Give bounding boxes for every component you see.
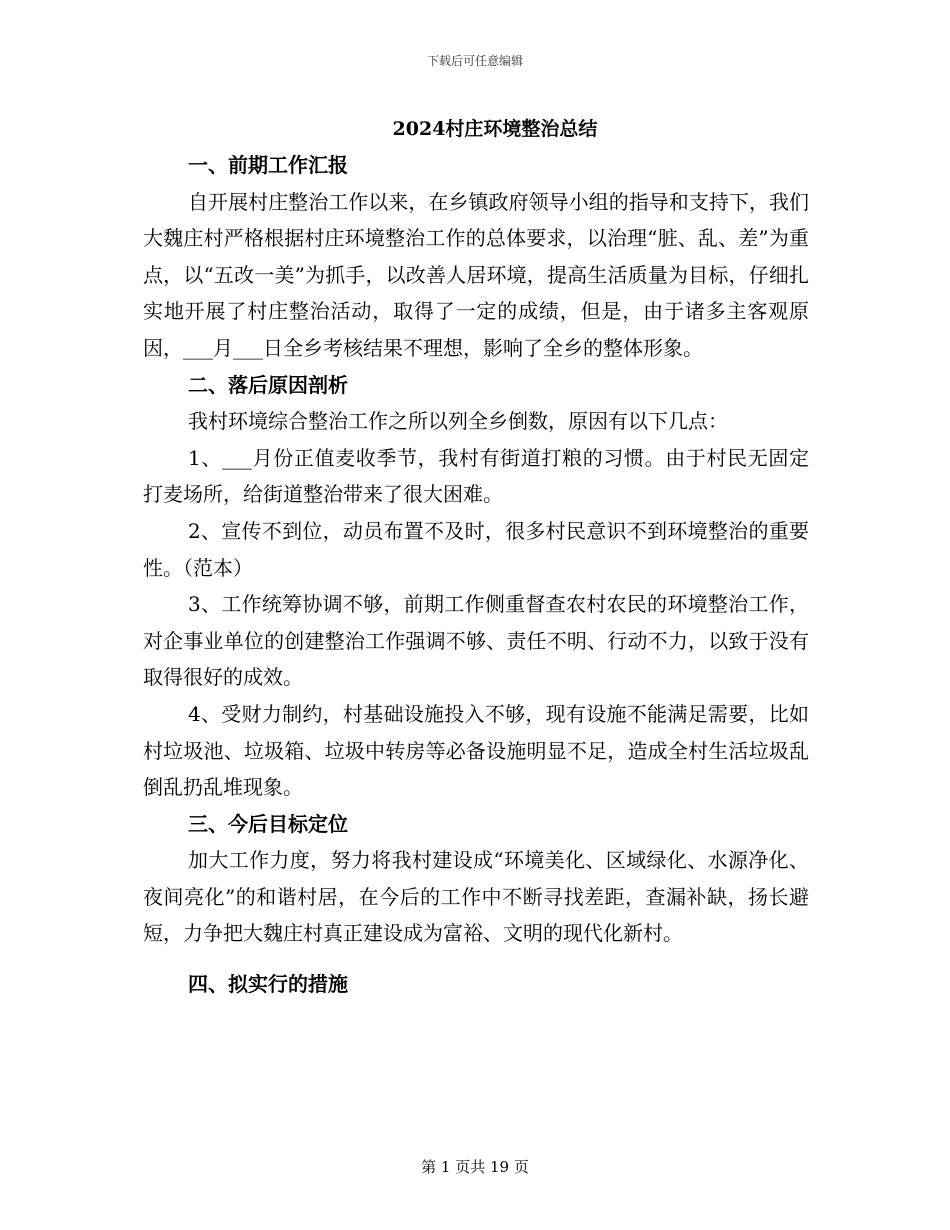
page-header-note: 下载后可任意编辑 bbox=[426, 54, 523, 68]
section-heading: 四、拟实行的措施 bbox=[188, 972, 348, 997]
paragraph: 自开展村庄整治工作以来，在乡镇政府领导小组的指导和支持下，我们大魏庄村严格根据村庄环境整治工作的总体要求，以治理“脏、乱、差”为重点，以“五改一美”为抓手，以改善人居环境，提高生活质量为目标，仔细扎实地开展了村庄整治活动，取得了一定的成绩，但是，由于诸多主客观原因，___月___日全乡考核结果不理想，影响了全乡的整体形象。 bbox=[143, 189, 809, 360]
paragraph: 3、工作统筹协调不够，前期工作侧重督查农村农民的环境整治工作，对企事业单位的创建整治工作强调不够、责任不明、行动不力，以致于没有取得很好的成效。 bbox=[143, 592, 809, 690]
paragraph: 1、___月份正值麦收季节，我村有街道打粮的习惯。由于村民无固定打麦场所，给街道整治带来了很大困难。 bbox=[143, 445, 809, 507]
section-heading: 一、前期工作汇报 bbox=[188, 153, 348, 177]
paragraph: 我村环境综合整治工作之所以列全乡倒数，原因有以下几点： bbox=[188, 409, 728, 434]
document-body bbox=[143, 147, 809, 1003]
paragraph: 4、受财力制约，村基础设施投入不够，现有设施不能满足需要，比如村垃圾池、垃圾箱、垃圾中转房等必备设施明显不足，造成全村生活垃圾乱倒乱扔乱堆现象。 bbox=[143, 701, 809, 800]
page-number: 第 1 页共 19 页 bbox=[421, 1158, 529, 1176]
paragraph: 2、宣传不到位，动员布置不及时，很多村民意识不到环境整治的重要性。（范本） bbox=[143, 518, 809, 580]
section-heading: 二、落后原因剖析 bbox=[188, 372, 348, 397]
paragraph: 加大工作力度，努力将我村建设成“环境美化、区域绿化、水源净化、夜间亮化”的和谐村居，在今后的工作中不断寻找差距，查漏补缺，扬长避短，力争把大魏庄村真正建设成为富裕、文明的现代化新村。 bbox=[143, 848, 809, 946]
section-heading: 三、今后目标定位 bbox=[188, 811, 348, 836]
section-spacer bbox=[143, 952, 809, 966]
document-title: 2024村庄环境整治总结 bbox=[392, 118, 598, 140]
